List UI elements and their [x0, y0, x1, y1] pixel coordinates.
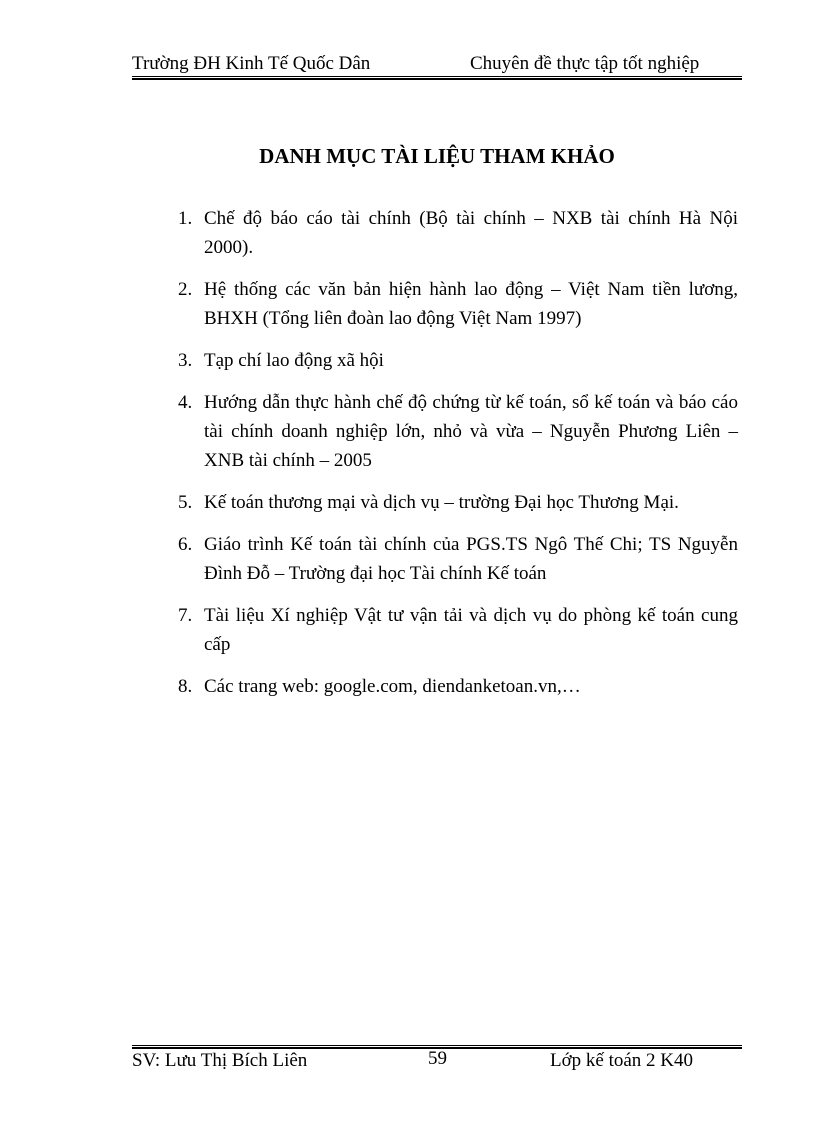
footer-student: SV: Lưu Thị Bích Liên	[132, 1050, 308, 1071]
reference-number: 1.	[178, 208, 193, 229]
reference-item	[178, 275, 738, 333]
reference-item	[178, 388, 738, 475]
reference-number: 4.	[178, 392, 193, 413]
header-rule	[132, 76, 742, 80]
reference-text: Giáo trình Kế toán tài chính của PGS.TS Ngô Thế Chi; TS Nguyễn Đình Đỗ – Trường đại học Tài chính Kế toán	[204, 534, 738, 584]
reference-text: Hướng dẫn thực hành chế độ chứng từ kế toán, sổ kế toán và báo cáo tài chính doanh nghiệp lớn, nhỏ và vừa – Nguyễn Phương Liên – XNB tài chính – 2005	[204, 392, 738, 471]
header-doc-type: Chuyên đề thực tập tốt nghiệp	[470, 53, 700, 74]
reference-item	[178, 346, 738, 375]
page-title: DANH MỤC TÀI LIỆU THAM KHẢO	[259, 144, 615, 168]
reference-number: 3.	[178, 350, 193, 371]
footer-class: Lớp kế toán 2 K40	[550, 1050, 694, 1071]
reference-text: Các trang web: google.com, diendanketoan.vn,…	[204, 676, 581, 697]
reference-item	[178, 488, 738, 517]
reference-item	[178, 672, 738, 701]
reference-list	[178, 204, 738, 714]
reference-item	[178, 601, 738, 659]
page-number: 59	[428, 1048, 447, 1069]
reference-item	[178, 204, 738, 262]
reference-text: Tài liệu Xí nghiệp Vật tư vận tải và dịch vụ do phòng kế toán cung cấp	[204, 605, 738, 655]
reference-item	[178, 530, 738, 588]
reference-text: Hệ thống các văn bản hiện hành lao động – Việt Nam tiền lương, BHXH (Tổng liên đoàn lao động Việt Nam 1997)	[204, 279, 738, 329]
header-school: Trường ĐH Kinh Tế Quốc Dân	[132, 53, 371, 74]
reference-text: Chế độ báo cáo tài chính (Bộ tài chính – NXB tài chính Hà Nội 2000).	[204, 208, 738, 258]
page-header	[132, 52, 742, 76]
reference-text: Kế toán thương mại và dịch vụ – trường Đại học Thương Mại.	[204, 492, 679, 513]
reference-number: 6.	[178, 534, 193, 555]
reference-number: 2.	[178, 279, 193, 300]
reference-text: Tạp chí lao động xã hội	[204, 350, 384, 371]
reference-number: 7.	[178, 605, 193, 626]
reference-number: 8.	[178, 676, 193, 697]
page-footer	[132, 1049, 742, 1073]
reference-number: 5.	[178, 492, 193, 513]
